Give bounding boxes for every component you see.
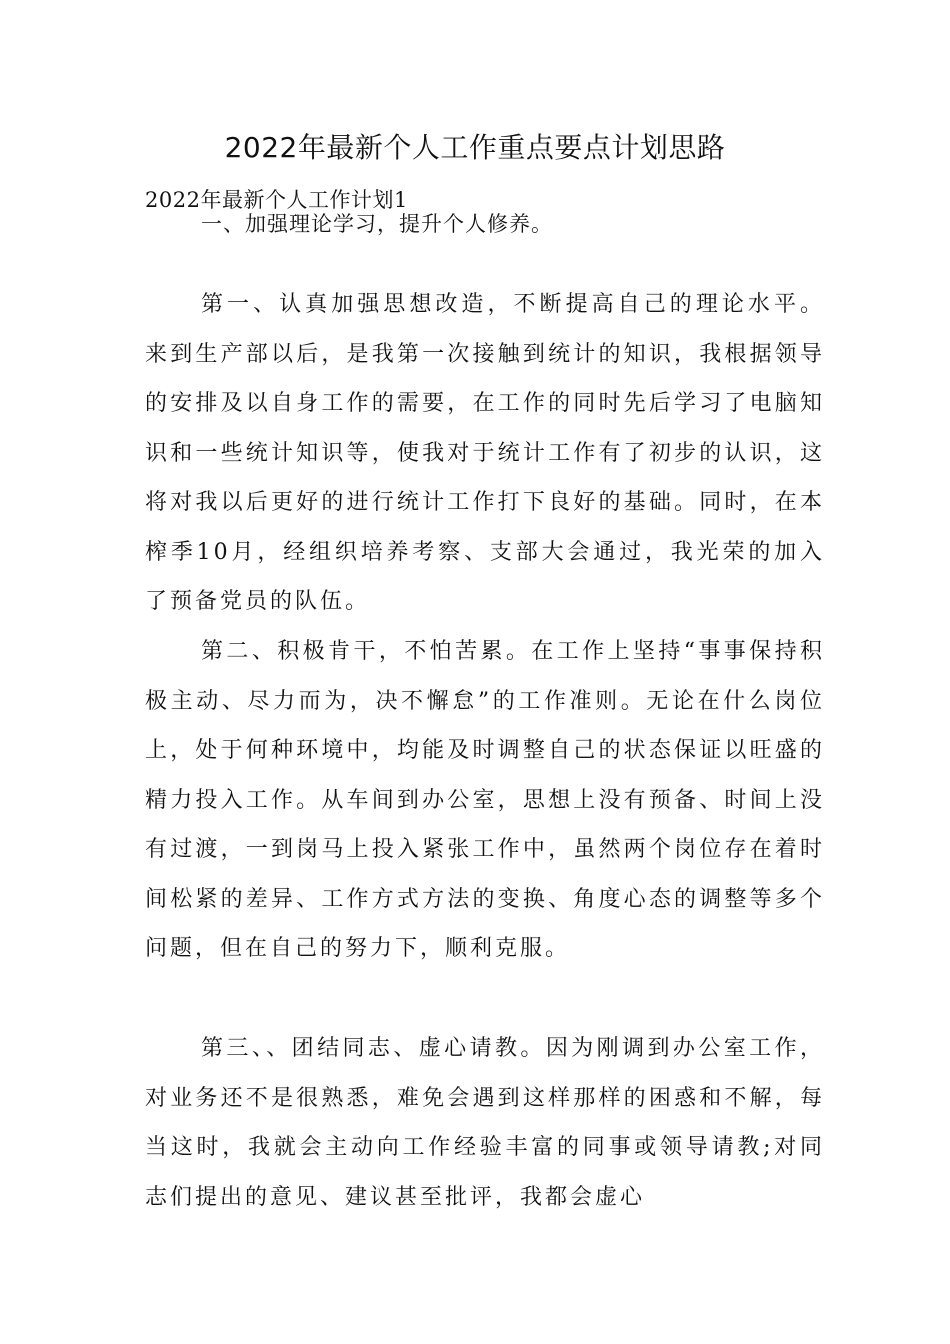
paragraph-1: 第一、认真加强思想改造，不断提高自己的理论水平。来到生产部以后，是我第一次接触到统计的知识，我根据领导的安排及以自身工作的需要，在工作的同时先后学习了电脑知识和一些统计知识等，使我对于统计工作有了初步的认识，这将对我以后更好的进行统计工作打下良好的基础。同时，在本榨季10月，经组织培养考察、支部大会通过，我光荣的加入了预备党员的队伍。: [145, 292, 825, 614]
section-heading: 一、加强理论学习，提升个人修养。: [201, 212, 553, 236]
document-subtitle: 2022年最新个人工作计划1: [145, 188, 408, 212]
paragraph-3: 第三、、团结同志、虚心请教。因为刚调到办公室工作，对业务还不是很熟悉，难免会遇到这样那样的困惑和不解，每当这时，我就会主动向工作经验丰富的同事或领导请教;对同志们提出的意见、建议甚至批评，我都会虚心: [145, 1036, 825, 1210]
paragraph-2: 第二、积极肯干，不怕苦累。在工作上坚持“事事保持积极主动、尽力而为，决不懈怠”的工作准则。无论在什么岗位上，处于何种环境中，均能及时调整自己的状态保证以旺盛的精力投入工作。从车间到办公室，思想上没有预备、时间上没有过渡，一到岗马上投入紧张工作中，虽然两个岗位存在着时间松紧的差异、工作方式方法的变换、角度心态的调整等多个问题，但在自己的努力下，顺利克服。: [145, 639, 825, 961]
document-title: 2022年最新个人工作重点要点计划思路: [224, 131, 726, 164]
